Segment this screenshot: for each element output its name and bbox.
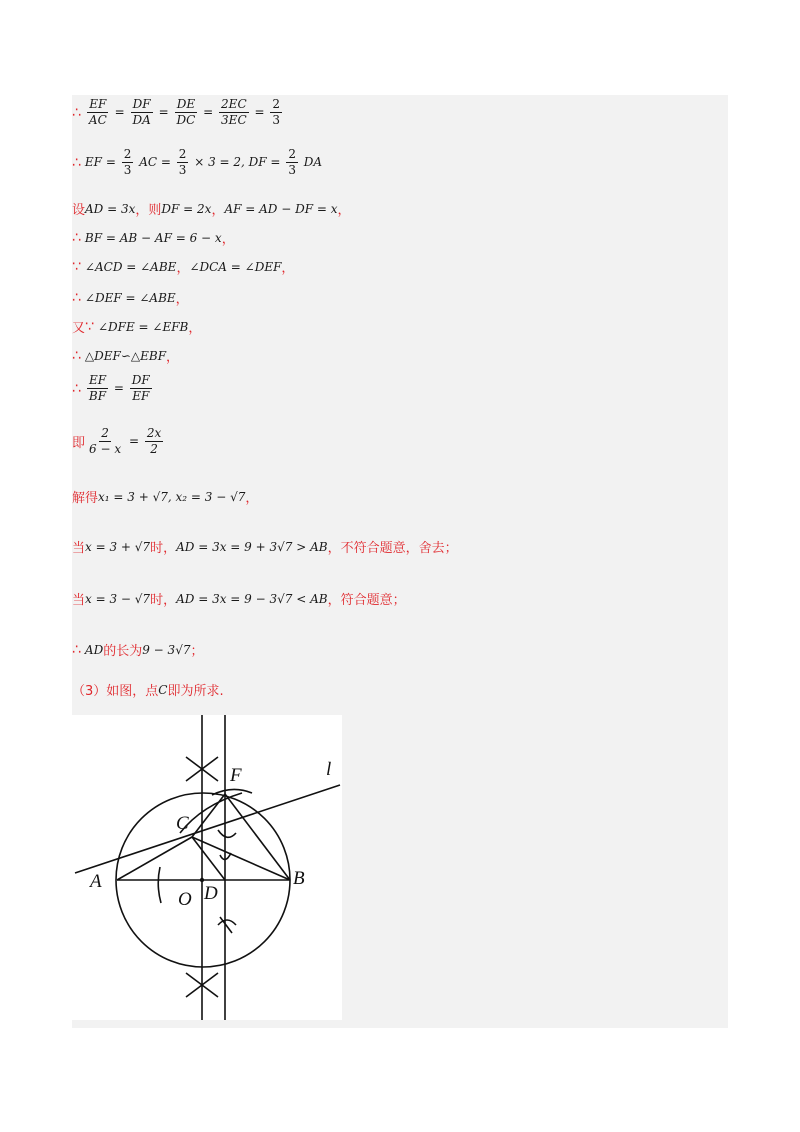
therefore-symbol: ∴ [72,104,81,121]
because-angles-line: ∵ ∠ACD = ∠ABE ， ∠DCA = ∠DEF ， [72,258,295,276]
fraction-2ec-3ec: $\frac{2EC}{3EC}$ [221,97,247,127]
ef-df-line: ∴ EF = $\frac{2}{3}$ AC = $\frac{2}{3}$ × 3 = 2, DF = $\frac{2}{3}$ DA [72,147,323,177]
case-two-line: 当 x = 3 − √7 时， AD = 3x = 9 − 3√7 < AB ，符合题意； [72,591,406,608]
similar-ratio-line: ∴ $\frac{EF}{BF}$ = $\frac{DF}{EF}$ [72,373,150,403]
geometry-diagram [72,715,342,1020]
let-ad-line: 设 AD = 3x ，则 DF = 2x ， AF = AD − DF = x ， [72,201,351,218]
arc-mark [218,920,236,925]
fraction-two-thirds: $\frac{2}{3}$ [178,147,187,177]
fraction-ef-ac: $\frac{EF}{AC}$ [88,97,107,127]
equation-line: 即 $\frac{2}{6 - x}$ = $\frac{2x}{2}$ [72,426,162,456]
fraction-2-3: $\frac{2}{3}$ [272,97,280,127]
label-o: O [178,889,192,910]
angle-def-line: ∴ ∠DEF = ∠ABE ， [72,289,189,307]
fraction-df-da: $\frac{DF}{DA}$ [132,97,151,127]
answer-line: ∴ AD 的长为 9 − 3√7 ； [72,641,204,659]
label-b: B [293,868,305,889]
solution-panel [72,95,728,1028]
similar-triangles-line: ∴ △DEF∽△EBF ， [72,347,180,365]
fraction-two-thirds: $\frac{2}{3}$ [288,147,296,177]
line-l [75,785,340,873]
therefore-symbol: ∴ [72,154,81,171]
ratio-equation-line: ∴ $\frac{EF}{AC}$ = $\frac{DF}{DA}$ = $\frac{DE}{DC}$ = $\frac{2EC}{3EC}$ = $\frac{2}{3}$ [72,97,280,127]
label-a: A [90,871,102,892]
fraction-two-thirds: $\frac{2}{3}$ [123,147,132,177]
segment-ac [117,837,192,880]
solution-line: 解得 x₁ = 3 + √7, x₂ = 3 − √7 ， [72,489,259,506]
arc-mark [158,867,161,903]
label-d: D [204,883,218,904]
label-l: l [326,759,332,780]
also-because-line: 又 ∵ ∠DFE = ∠EFB ， [72,318,202,336]
case-one-line: 当 x = 3 + √7 时， AD = 3x = 9 + 3√7 > AB ，不符合题意，舍去； [72,539,458,556]
label-c: C [176,813,189,834]
bf-line: ∴ BF = AB − AF = 6 − x ， [72,229,235,247]
fraction-de-dc: $\frac{DE}{DC}$ [176,97,196,127]
arc-mark [218,830,236,837]
part-three-line: （3）如图，点 C 即为所求. [72,682,224,699]
label-f: F [230,765,242,786]
segment-fb [225,794,290,880]
construction-figure [72,715,342,1020]
segment-cb [192,837,290,880]
center-point-o [200,878,204,882]
